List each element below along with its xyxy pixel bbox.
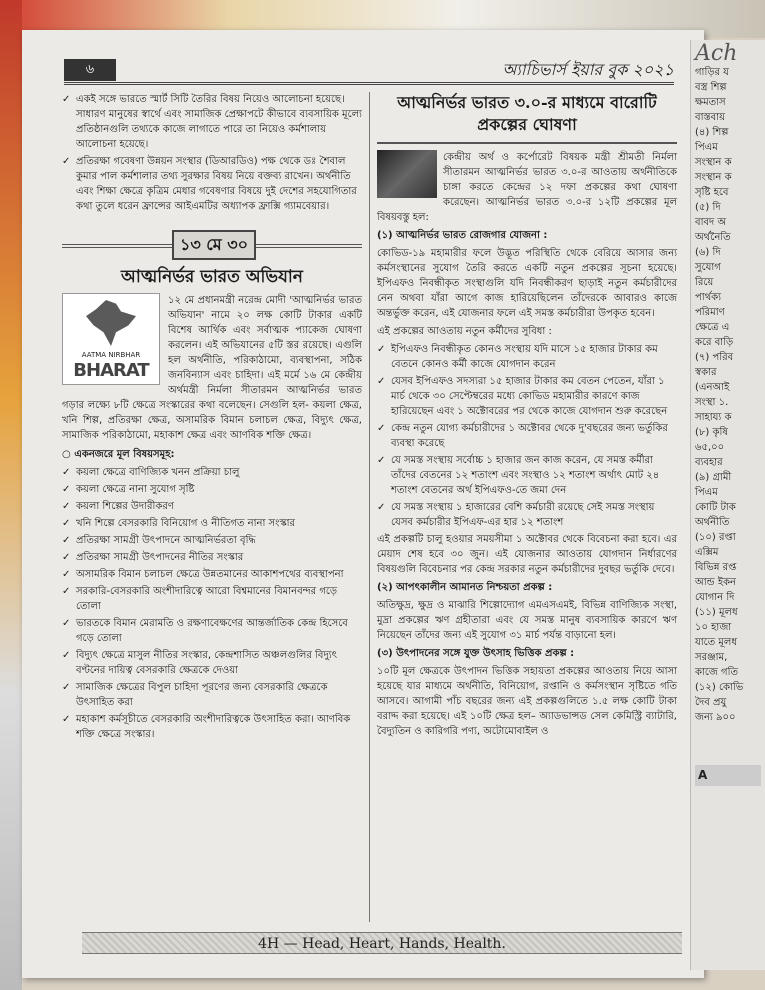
- next-page-line: অর্থনৈতি: [695, 232, 731, 243]
- page-number: ৬: [64, 59, 116, 81]
- intro-paragraph: কেন্দ্রীয় অর্থ ও কর্পোরেট বিষয়ক মন্ত্রী শ্রীমতী নির্মলা সীতারমন আত্মনির্ভর ভারত ৩.০-র আওতায় অর্থনীতিকে চাঙ্গা করতে কেন্দ্রের ১২ দফা প্রকল্পের কথা ঘোষণা করেছেন। আত্মনির্ভর ভারত ৩.০-র ১২টি প্রকল্পের মূল বিষয়বস্তু হল:: [377, 152, 677, 223]
- section-heading-2: (২) আপৎকালীন আমানত নিশ্চয়তা প্রকল্প :: [377, 582, 553, 593]
- list-item: ✓ ভারতকে বিমান মেরামতি ও রক্ষণাবেক্ষণের আন্তর্জাতিক কেন্দ্র হিসেবে গড়ে তোলা: [62, 616, 362, 646]
- next-page-line: পরিমাণ: [695, 307, 725, 318]
- next-page-footer: A: [695, 765, 761, 786]
- next-page-line: (৫) দি: [695, 202, 721, 213]
- next-page-line: ক্ষমতাস: [695, 97, 726, 108]
- section-paragraph-1: কোভিড-১৯ মহামারীর ফলে উদ্ভূত পরিস্থিতি থেকে বেরিয়ে আসার জন্য কর্মসংস্থানের সুযোগ তৈরি করতে একটি নতুন প্রকল্পের সূচনা হয়েছে। ইপিএফও নিবন্ধীকৃত সংস্থাগুলি যদি নিবন্ধীকরণ ছাড়াই নতুন কর্মচারীদের নেন অথবা যাঁরা আগে কাজ হারিয়েছিলেন তাঁদেরকে আবারও কাজে অন্তর্ভুক্ত করেন, এই যোজনার ফলে এই সমস্ত কর্মচারীরা উপকৃত হবেন।: [377, 248, 677, 319]
- next-page-line: বাস্তবায়: [695, 112, 726, 123]
- next-page-line: ক্ষেত্রে এ: [695, 322, 730, 333]
- next-page-line: (১২) কোভি: [695, 682, 744, 693]
- next-page-lines: [695, 65, 761, 725]
- list-item: ✓ যে সমস্ত সংস্থায় সর্বোচ্চ ১ হাজার জন কাজ করেন, যে সমস্ত কর্মীরা তাঁদের বেতনের ১২ শতাংশ এবং সংস্থাও ১২ শতাংশ অর্থাৎ মোট ২৪ শতাংশ বেতনের অর্থ ইপিএফও-তে জমা দেন: [377, 453, 677, 498]
- next-page-line: (১০) রপ্তা: [695, 532, 736, 543]
- next-page-line: বিভিন্ন রপ্ত: [695, 562, 737, 573]
- next-page-line: জন্য ৯০০: [695, 712, 736, 723]
- next-page-line: (৪) শিল্প: [695, 127, 729, 138]
- list-item: ✓ খনি শিল্পে বেসরকারি বিনিয়োগ ও নীতিগত নানা সংস্কার: [62, 516, 362, 531]
- next-page-line: সৃষ্টি হবে: [695, 187, 729, 198]
- list-item: ✓ প্রতিরক্ষা গবেষণা উন্নয়ন সংস্থার (ডিআরডিও) পক্ষ থেকে ডঃ শৈবাল কুমার পাল কর্মশালার তথ্য সুরক্ষার বিষয় নিয়ে বক্তব্য রাখেন। অর্থনীতি এবং শিক্ষা ক্ষেত্রে কৃত্রিম মেধার গবেষণার বিষয়ে দুই দেশের সহযোগিতার কথা তুলে ধরেন ফ্রান্সের আইএমটির অধ্যাপক ফ্রাক্সি গ্যামবেয়ার।: [62, 154, 362, 214]
- list-item: ✓ কেন্দ্র নতুন যোগ্য কর্মচারীদের ১ অক্টোবর থেকে দু'বছরের জন্য ভর্তুকির ব্যবস্থা করেছে: [377, 421, 677, 451]
- minister-photo: [377, 150, 437, 198]
- list-item: ✓ কয়লা শিল্পের উদারীকরণ: [62, 499, 362, 514]
- next-page-line: (এনআই: [695, 382, 730, 393]
- left-column: [62, 92, 362, 744]
- list-item: ✓ কয়লা ক্ষেত্রে বাণিজ্যিক খনন প্রক্রিয়া চালু: [62, 465, 362, 480]
- next-page-line: করে বাড়ি: [695, 337, 734, 348]
- section-paragraph-2: অতিক্ষুদ্র, ক্ষুদ্র ও মাঝারি শিল্পোদ্যোগ এমএসএমই, বিভিন্ন বাণিজ্যিক সংস্থা, মুদ্রা প্রকল্পের ঋণ গ্রহীতারা এবং যে সমস্ত মানুষ ব্যবসায়িক কারণে ঋণ নিয়েছেন তাঁদের জন্য এই সুযোগ ৩১ মার্চ পর্যন্ত বাড়ানো হল।: [377, 600, 677, 641]
- next-page-line: ১০ হাজা: [695, 622, 732, 633]
- next-page-line: সংস্থান ক: [695, 157, 732, 168]
- list-item: ✓ ইপিএফও নিবন্ধীকৃত কোনও সংস্থায় যদি মাসে ১৫ হাজার টাকার কম বেতনে কোনও কর্মী কাজে যোগদান করেন: [377, 342, 677, 372]
- list-item: ✓ প্রতিরক্ষা সামগ্রী উৎপাদনের নীতির সংস্কার: [62, 550, 362, 565]
- date-band: [62, 228, 362, 264]
- next-page-line: (১১) মূলধ: [695, 607, 738, 618]
- background-left: [0, 0, 22, 990]
- india-map-icon: [86, 300, 136, 346]
- column-divider: [369, 92, 370, 922]
- book-page: [22, 30, 704, 978]
- list-item: ✓ বিদ্যুৎ ক্ষেত্রে মাসুল নীতির সংস্কার, কেন্দ্রশাসিত অঞ্চলগুলির বিদ্যুৎ বণ্টনের দায়িত্ব বেসরকারি ক্ষেত্রকে দেওয়া: [62, 648, 362, 678]
- article-title-right: আত্মনির্ভর ভারত ৩.০-র মাধ্যমে বারোটি প্রকল্পের ঘোষণা: [377, 92, 677, 144]
- list-item: ✓ যেসব ইপিএফও সদস্যরা ১৫ হাজার টাকার কম বেতন পেতেন, যাঁরা ১ মার্চ থেকে ৩০ সেপ্টেম্বরের মধ্যে কোভিড মহামারীর কারণে কাজ হারিয়েছেন এবং ১ অক্টোবরের পর থেকে কাজে যোগদান শুরু করেছেন: [377, 374, 677, 419]
- next-page-line: দৈব প্রযু: [695, 697, 727, 708]
- next-page-line: গাড়ির য: [695, 67, 729, 78]
- next-page-line: অর্থনীতি: [695, 517, 730, 528]
- next-page-line: পার্থক্য: [695, 292, 722, 303]
- next-page-line: ৬৫,০০: [695, 442, 725, 453]
- page-footer: 4H — Head, Heart, Hands, Health.: [82, 932, 682, 954]
- next-page-line: পিএম: [695, 487, 718, 498]
- next-page-line: কোটি টাক: [695, 502, 736, 513]
- list-item: ✓ যে সমস্ত সংস্থায় ১ হাজারের বেশি কর্মচারী রয়েছে সেই সমস্ত সংস্থায় যেসব কর্মচারীর ইপিএফ-এর হার ১২ শতাংশ: [377, 500, 677, 530]
- next-page-line: (৯) গ্রামী: [695, 472, 732, 483]
- next-page-line: বস্ত্র শিল্প: [695, 82, 727, 93]
- next-page-line: যোগান দি: [695, 592, 735, 603]
- date-box: ১৩ মে ৩০: [172, 230, 256, 260]
- list-item: ✓ একই সঙ্গে ভারতে স্মার্ট সিটি তৈরির বিষয় নিয়েও আলোচনা হয়েছে। সাধারণ মানুষের স্বার্থে এবং সামাজিক প্রেক্ষাপটে কীভাবে ব্যবসায়িক মূল্যে প্রতিষ্ঠানগুলি তথ্যকে কাজে লাগাতে পারে তা নিয়েও কর্মশালায় আলোচনা হয়েছে।: [62, 92, 362, 152]
- next-page-line: (৮) কৃষি: [695, 427, 728, 438]
- section-heading-3: (৩) উৎপাদনের সঙ্গে যুক্ত উৎসাহ ভিত্তিক প্রকল্প :: [377, 648, 575, 659]
- benefits-subheading: এই প্রকল্পের আওতায় নতুন কর্মীদের সুবিধা :: [377, 326, 552, 337]
- page-header: [64, 55, 674, 85]
- next-page-heading: Ach: [695, 41, 738, 66]
- section-closing-1: এই প্রকল্পটি চালু হওয়ার সময়সীমা ১ অক্টোবর থেকে বিবেচনা করা হবে। এর মেয়াদ শেষ হবে ৩০ জুন। এই যোজনার আওতায় যোগদান নির্ধারণের বিষয়গুলি বিবেচনার পর কেন্দ্র সরকার নতুন কর্মচারীদের দুবছর ভর্তুকি দেবে।: [377, 534, 677, 575]
- aatmanirbhar-logo: [62, 293, 160, 385]
- next-page-line: বাবদ অ: [695, 217, 727, 228]
- next-page-line: সুযোগ: [695, 262, 721, 273]
- next-page-line: পিএম: [695, 142, 718, 153]
- logo-small-text: AATMA NIRBHAR: [81, 351, 141, 359]
- next-page-edge: [690, 40, 765, 970]
- next-page-line: রিয়ে: [695, 277, 714, 288]
- next-page-line: সাহায্য ক: [695, 412, 732, 423]
- list-item: ✓ সামাজিক ক্ষেত্রের বিপুল চাহিদা পূরণের জন্য বেসরকারি ক্ষেত্রকে উৎসাহিত করা: [62, 680, 362, 710]
- right-column: [377, 92, 677, 739]
- article-paragraph: ১২ মে প্রধানমন্ত্রী নরেন্দ্র মোদী 'আত্মনির্ভর ভারত অভিযান' নামে ২০ লক্ষ কোটি টাকার একটি বিশেষ আর্থিক এবং সর্বাত্মক প্যাকেজ ঘোষণা করলেন। এই অভিযানের ৫টি স্তর রয়েছে। এগুলি হল অর্থনীতি, পরিকাঠামো, ব্যবস্থাপনা, সঠিক জনবিন্যাস এবং চাহিদা। এই মর্মে ১৬ মে কেন্দ্রীয় অর্থমন্ত্রী নির্মলা সীতারমন আত্মনির্ভর ভারত গড়ার লক্ষ্যে ৮টি ক্ষেত্রে সংস্কারের কথা বলেছেন। সেগুলি হল- কয়লা ক্ষেত্র, খনি শিল্প, প্রতিরক্ষা ক্ষেত্র, অসামরিক বিমান চলাচল ক্ষেত্র, বিদ্যুৎ ক্ষেত্র, সামাজিক পরিকাঠামো, মহাকাশ ক্ষেত্র এবং আণবিক শক্তি ক্ষেত্র।: [62, 295, 362, 441]
- next-page-line: এক্সিম: [695, 547, 719, 558]
- next-page-text: [691, 40, 765, 792]
- list-item: ✓ অসামরিক বিমান চলাচল ক্ষেত্রে উন্নতমানের আকাশপথের ব্যবস্থাপনা: [62, 567, 362, 582]
- yearbook-title: অ্যাচিভার্স ইয়ার বুক ২০২১: [502, 60, 674, 79]
- section-paragraph-3: ১০টি মূল ক্ষেত্রকে উৎপাদন ভিত্তিক সহায়তা প্রকল্পের আওতায় নিয়ে আসা হয়েছে যার মাধ্যমে অর্থনীতি, বিনিয়োগ, রপ্তানি ও কর্মসংস্থান সৃষ্টিতে গতি আসবে। আগামী পাঁচ বছরের জন্য এই প্রকল্পগুলিতে ১.৫ লক্ষ কোটি টাকা বরাদ্দ করা হয়েছে। এই ১০টি ক্ষেত্র হল– অ্যাডভান্সড সেল কেমিস্ট্রি ব্যাটারি, বৈদ্যুতিন ও কারিগরি পণ্য, অটোমোবাইল ও: [377, 666, 677, 737]
- section-heading-1: (১) আত্মনির্ভর ভারত রোজগার যোজনা :: [377, 230, 548, 241]
- next-page-line: আন্ড ইকন: [695, 577, 736, 588]
- next-page-line: স্বকার: [695, 367, 717, 378]
- next-page-line: যাতে মূলধ: [695, 637, 737, 648]
- next-page-line: ব্যবহার: [695, 457, 723, 468]
- next-page-line: (৭) পরিব: [695, 352, 734, 363]
- next-page-line: সংস্থান ক: [695, 172, 732, 183]
- section-subheading: ○ একনজরে মূল বিষয়সমূহ:: [62, 447, 362, 462]
- next-page-line: সংস্থা ১.: [695, 397, 729, 408]
- next-page-line: কাজে গতি: [695, 667, 738, 678]
- list-item: ✓ কয়লা ক্ষেত্রে নানা সুযোগ সৃষ্টি: [62, 482, 362, 497]
- list-item: ✓ প্রতিরক্ষা সামগ্রী উৎপাদনে আত্মনির্ভরতা বৃদ্ধি: [62, 533, 362, 548]
- article-title: আত্মনির্ভর ভারত অভিযান: [121, 267, 303, 287]
- logo-big-text: BHARAT: [73, 360, 149, 381]
- list-item: ✓ সরকারি-বেসরকারি অংশীদারিত্বে আরো বিশ্বমানের বিমানবন্দর গড়ে তোলা: [62, 584, 362, 614]
- next-page-line: সরঞ্জাম,: [695, 652, 728, 663]
- list-item: ✓ মহাকাশ কর্মসূচীতে বেসরকারি অংশীদারিত্বকে উৎসাহিত করা। আণবিক শক্তি ক্ষেত্রে সংস্কার।: [62, 712, 362, 742]
- next-page-line: (৬) দি: [695, 247, 721, 258]
